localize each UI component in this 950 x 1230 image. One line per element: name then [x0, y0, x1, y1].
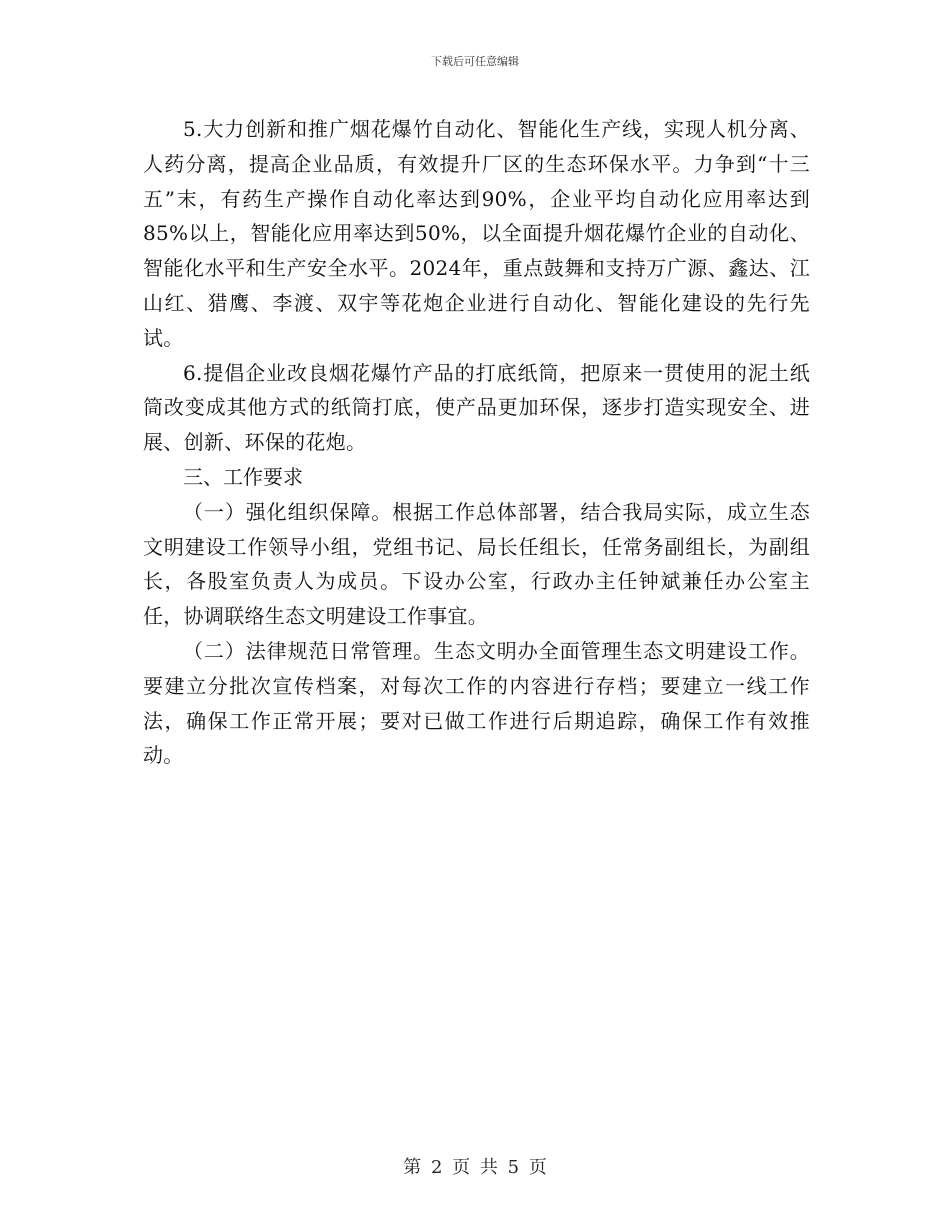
page-header: 下载后可任意编辑 — [431, 55, 519, 68]
document-body — [143, 112, 810, 773]
paragraph-daily-management: （二）法律规范日常管理。生态文明办全面管理生态文明建设工作。要建立分批次宣传档案，对每次工作的内容进行存档；要建立一线工作法，确保工作正常开展；要对已做工作进行后期追踪，确保工作有效推动。 — [143, 638, 810, 768]
paragraph-item-6: 6.提倡企业改良烟花爆竹产品的打底纸筒，把原来一贯使用的泥土纸筒改变成其他方式的纸筒打底，使产品更加环保，逐步打造实现安全、进展、创新、环保的花炮。 — [143, 360, 810, 455]
section-heading-work-requirements: 三、工作要求 — [183, 464, 303, 489]
page-number-footer: 第 2 页 共 5 页 — [403, 1157, 547, 1178]
paragraph-item-5: 5.大力创新和推广烟花爆竹自动化、智能化生产线，实现人机分离、人药分离，提高企业品质，有效提升厂区的生态环保水平。力争到“十三五”末，有药生产操作自动化率达到90%，企业平均自动化应用率达到85%以上，智能化应用率达到50%，以全面提升烟花爆竹企业的自动化、智能化水平和生产安全水平。2024年，重点鼓舞和支持万广源、鑫达、江山红、猎鹰、李渡、双宇等花炮企业进行自动化、智能化建设的先行先试。 — [143, 117, 810, 350]
paragraph-organization-guarantee: （一）强化组织保障。根据工作总体部署，结合我局实际，成立生态文明建设工作领导小组，党组书记、局长任组长，任常务副组长，为副组长，各股室负责人为成员。下设办公室，行政办主任钟斌兼任办公室主任，协调联络生态文明建设工作事宜。 — [143, 499, 810, 629]
